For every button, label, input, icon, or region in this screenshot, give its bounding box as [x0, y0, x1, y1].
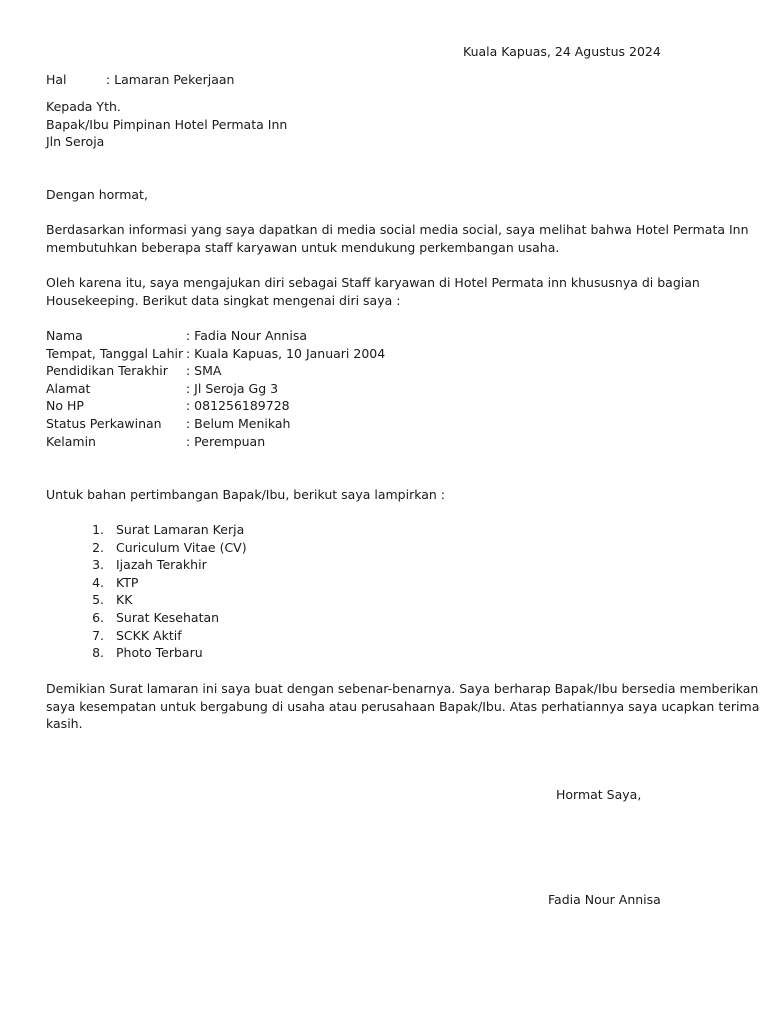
- list-text: Ijazah Terakhir: [116, 557, 207, 573]
- personal-data-value: : Perempuan: [186, 433, 266, 449]
- subject-value: : Lamaran Pekerjaan: [106, 72, 235, 87]
- list-number: 7.: [92, 627, 104, 643]
- subject-label: Hal: [46, 72, 67, 87]
- personal-data-value: : SMA: [186, 363, 222, 379]
- personal-data-row: [46, 362, 706, 380]
- list-number: 6.: [92, 609, 104, 625]
- list-text: Curiculum Vitae (CV): [116, 539, 247, 555]
- personal-data-table: [46, 327, 706, 450]
- list-number: 2.: [92, 539, 104, 555]
- list-number: 5.: [92, 592, 104, 608]
- closing-paragraph: [46, 680, 760, 733]
- personal-data-key: Kelamin: [46, 433, 96, 449]
- personal-data-key: Tempat, Tanggal Lahir: [46, 345, 184, 361]
- recipient-line: Jln Seroja: [46, 134, 105, 150]
- list-item: [0, 556, 400, 574]
- paragraph-line: saya kesempatan untuk bergabung di usaha atau perusahaan Bapak/Ibu. Atas perhatiannya saya ucapkan terima: [46, 698, 760, 714]
- personal-data-key: Alamat: [46, 380, 91, 396]
- recipient-line: Kepada Yth.: [46, 99, 121, 114]
- list-item: [0, 609, 400, 627]
- list-item: [0, 644, 400, 662]
- list-text: KTP: [116, 574, 139, 590]
- personal-data-row: [46, 380, 706, 398]
- paragraph-line: Housekeeping. Berikut data singkat mengenai diri saya :: [46, 292, 401, 308]
- list-text: Surat Kesehatan: [116, 609, 220, 625]
- personal-data-key: No HP: [46, 398, 84, 414]
- sign-off: Hormat Saya,: [556, 787, 642, 802]
- list-number: 8.: [92, 645, 104, 661]
- personal-data-key: Status Perkawinan: [46, 415, 162, 431]
- list-text: SCKK Aktif: [116, 627, 182, 643]
- paragraph-2: [46, 274, 706, 309]
- paragraph-line: Oleh karena itu, saya mengajukan diri sebagai Staff karyawan di Hotel Permata inn khususnya di bagian: [46, 275, 700, 290]
- recipient-block: [46, 98, 706, 151]
- attachment-list: [0, 521, 400, 662]
- personal-data-key: Nama: [46, 328, 83, 343]
- list-item: [0, 627, 400, 645]
- attachment-intro: Untuk bahan pertimbangan Bapak/Ibu, berikut saya lampirkan :: [46, 487, 446, 502]
- personal-data-row: [46, 397, 706, 415]
- personal-data-value: : Jl Seroja Gg 3: [186, 380, 279, 396]
- personal-data-row: [46, 433, 706, 451]
- list-item: [0, 521, 400, 539]
- personal-data-value: : Belum Menikah: [186, 415, 291, 431]
- personal-data-value: : 081256189728: [186, 398, 290, 414]
- list-text: KK: [116, 592, 133, 608]
- personal-data-key: Pendidikan Terakhir: [46, 363, 168, 379]
- list-item: [0, 539, 400, 557]
- list-number: 3.: [92, 557, 104, 573]
- list-item: [0, 574, 400, 592]
- personal-data-value: : Kuala Kapuas, 10 Januari 2004: [186, 345, 386, 361]
- personal-data-row: [46, 327, 706, 345]
- greeting: Dengan hormat,: [46, 187, 148, 202]
- signer-name: Fadia Nour Annisa: [548, 892, 661, 907]
- list-text: Surat Lamaran Kerja: [116, 522, 245, 537]
- list-number: 1.: [92, 522, 104, 537]
- personal-data-value: : Fadia Nour Annisa: [186, 328, 308, 343]
- list-item: [0, 591, 400, 609]
- paragraph-1: [46, 221, 749, 256]
- personal-data-row: [46, 415, 706, 433]
- paragraph-line: membutuhkan beberapa staff karyawan untuk mendukung perkembangan usaha.: [46, 239, 560, 255]
- list-text: Photo Terbaru: [116, 645, 203, 661]
- date-line: Kuala Kapuas, 24 Agustus 2024: [463, 44, 661, 59]
- personal-data-row: [46, 345, 706, 363]
- paragraph-line: Demikian Surat lamaran ini saya buat dengan sebenar-benarnya. Saya berharap Bapak/Ibu bersedia memberikan: [46, 681, 759, 696]
- list-number: 4.: [92, 574, 104, 590]
- recipient-line: Bapak/Ibu Pimpinan Hotel Permata Inn: [46, 116, 288, 132]
- paragraph-line: Berdasarkan informasi yang saya dapatkan di media social media social, saya melihat bahwa Hotel Permata Inn: [46, 222, 749, 237]
- paragraph-line: kasih.: [46, 716, 83, 732]
